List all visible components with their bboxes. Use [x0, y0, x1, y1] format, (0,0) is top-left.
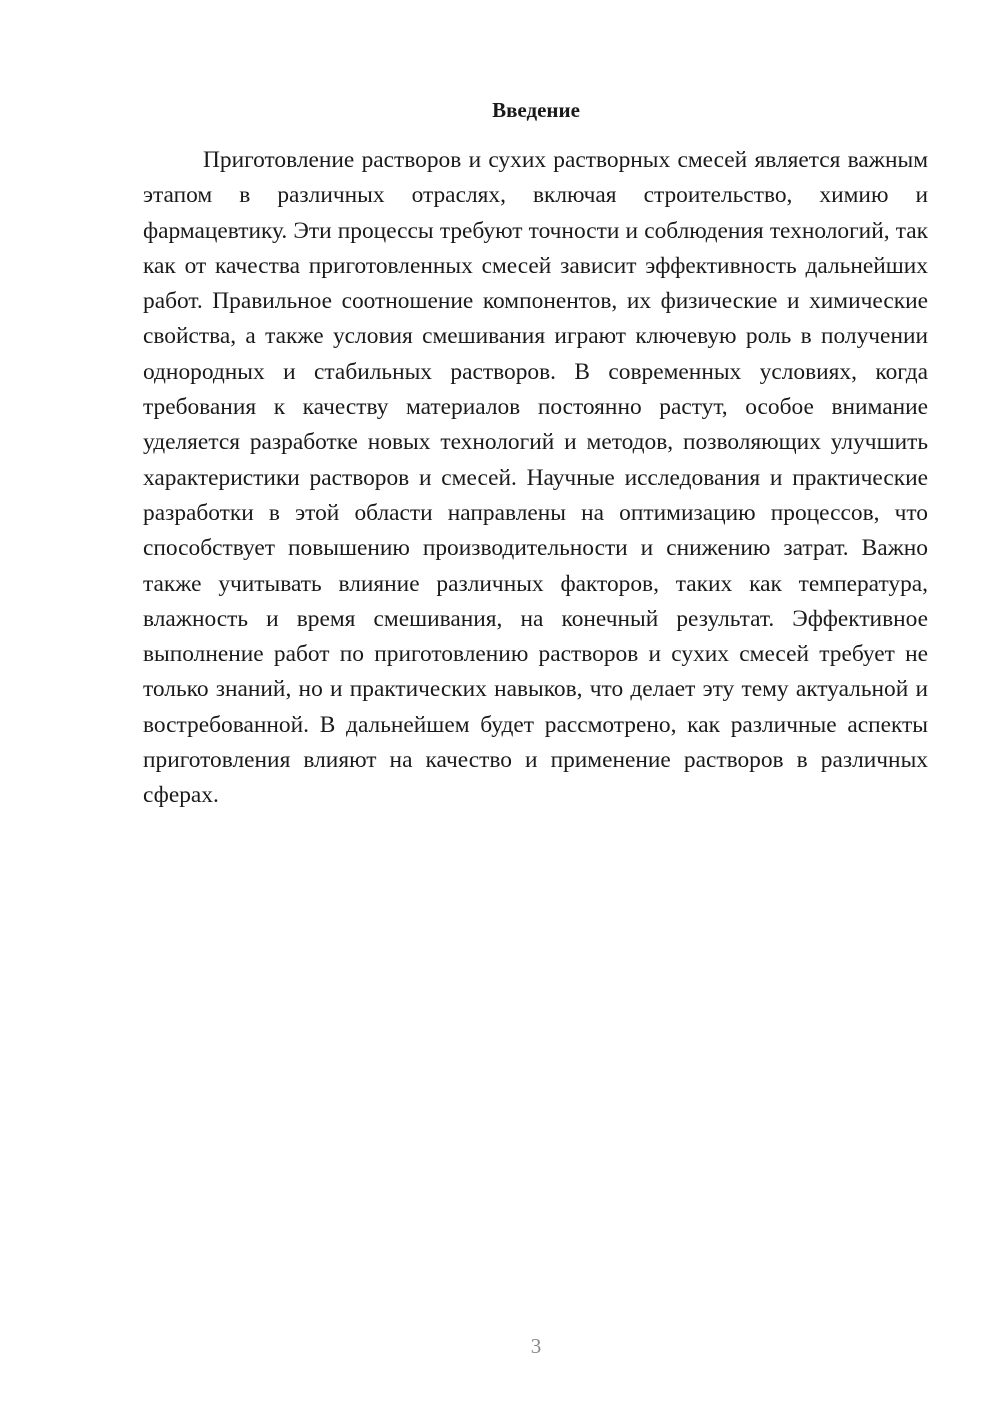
- body-paragraph: Приготовление растворов и сухих растворных смесей является важным этапом в различных отраслях, включая строительство, химию и фармацевтику. Эти процессы требуют точности и соблюдения технологий, так как от качества приготовленных смесей зависит эффективность дальнейших работ. Правильное соотношение компонентов, их физические и химические свойства, а также условия смешивания играют ключевую роль в получении однородных и стабильных растворов. В современных условиях, когда требования к качеству материалов постоянно растут, особое внимание уделяется разработке новых технологий и методов, позволяющих улучшить характеристики растворов и смесей. Научные исследования и практические разработки в этой области направлены на оптимизацию процессов, что способствует повышению производительности и снижению затрат. Важно также учитывать влияние различных факторов, таких как температура, влажность и время смешивания, на конечный результат. Эффективное выполнение работ по приготовлению растворов и сухих смесей требует не только знаний, но и практических навыков, что делает эту тему актуальной и востребованной. В дальнейшем будет рассмотрено, как различные аспекты приготовления влияют на качество и применение растворов в различных сферах.: [143, 147, 928, 809]
- section-heading: Введение: [492, 98, 580, 122]
- page-number: 3: [530, 1334, 542, 1358]
